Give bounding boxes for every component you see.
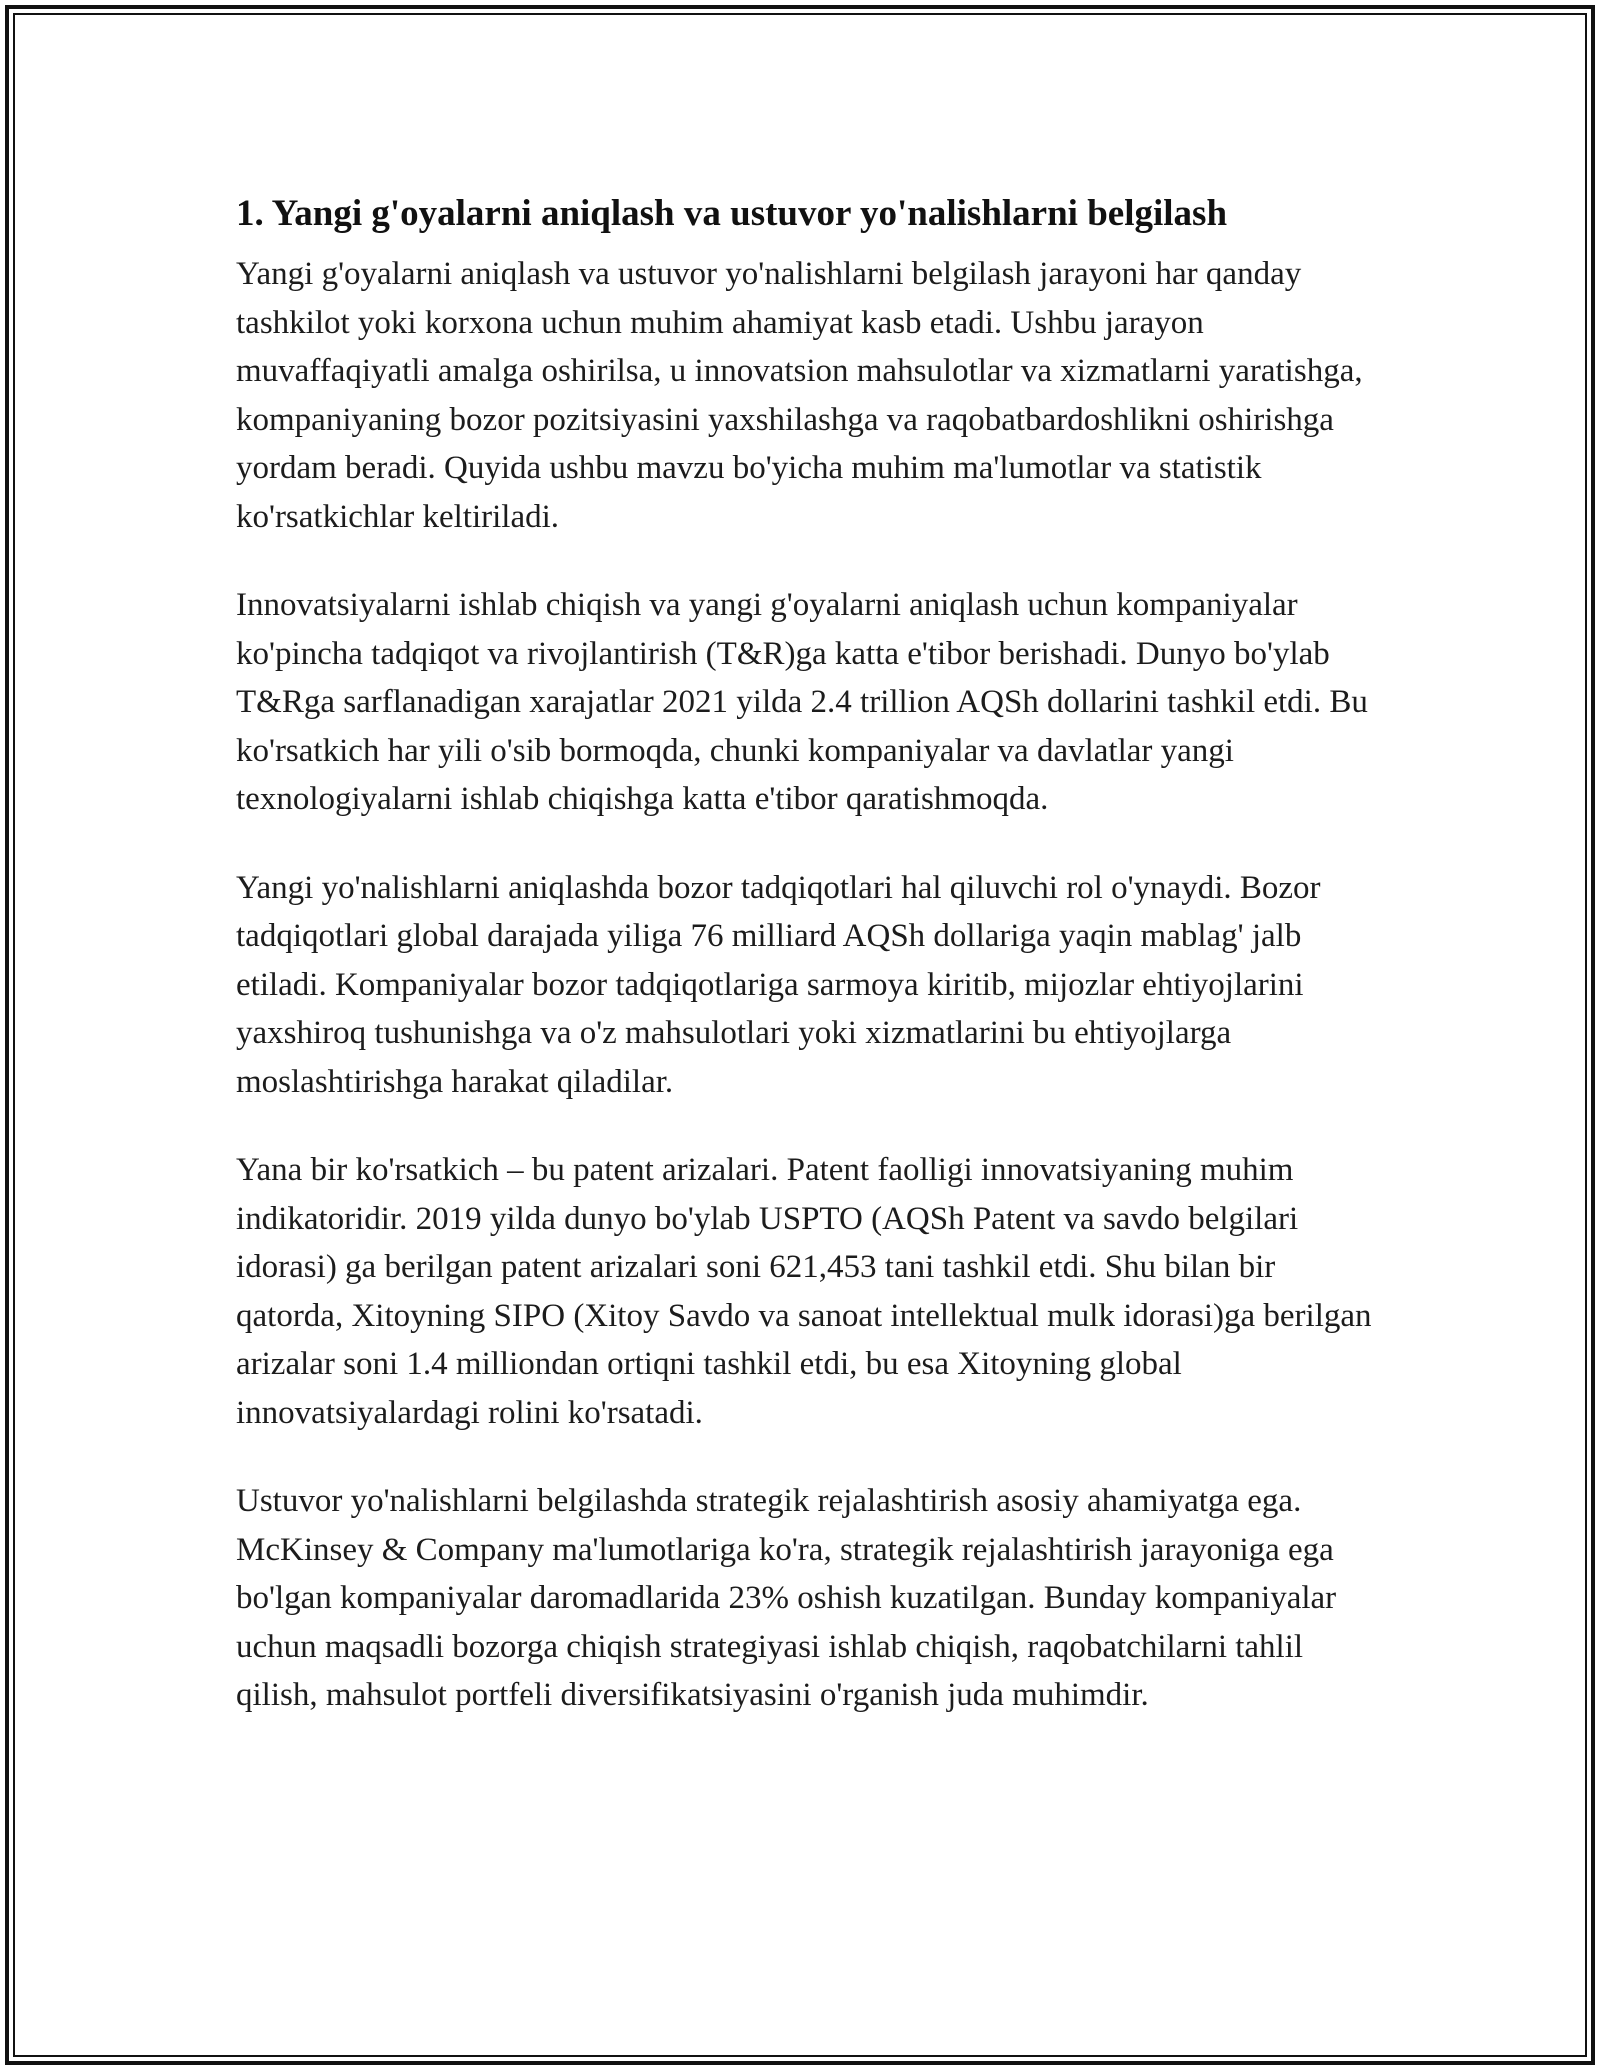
paragraph-research-development: Innovatsiyalarni ishlab chiqish va yangi g'oyalarni aniqlash uchun kompaniyalar ko'pincha tadqiqot va rivojlantirish (T&R)ga katta e'tibor berishadi. Dunyo bo'ylab T&Rga sarflanadigan xarajatlar 2021 yilda 2.4 trillion AQSh dollarini tashkil etdi. Bu ko'rsatkich har yili o'sib bormoqda, chunki kompaniyalar va davlatlar yangi texnologiyalarni ishlab chiqishga katta e'tibor qaratishmoqda.	[236, 587, 1368, 817]
paragraph-strategic-planning: Ustuvor yo'nalishlarni belgilashda strategik rejalashtirish asosiy ahamiyatga ega. McKinsey & Company ma'lumotlariga ko'ra, strategik rejalashtirish jarayoniga ega bo'lgan kompaniyalar daromadlarida 23% oshish kuzatilgan. Bunday kompaniyalar uchun maqsadli bozorga chiqish strategiyasi ishlab chiqish, raqobatchilarni tahlil qilish, mahsulot portfeli diversifikatsiyasini o'rganish juda muhimdir.	[236, 1483, 1337, 1713]
section-heading: 1. Yangi g'oyalarni aniqlash va ustuvor yo'nalishlarni belgilash	[236, 193, 1228, 234]
paragraph-intro: Yangi g'oyalarni aniqlash va ustuvor yo'nalishlarni belgilash jarayoni har qanday tashkilot yoki korxona uchun muhim ahamiyat kasb etadi. Ushbu jarayon muvaffaqiyatli amalga oshirilsa, u innovatsion mahsulotlar va xizmatlarni yaratishga, kompaniyaning bozor pozitsiyasini yaxshilashga va raqobatbardoshlikni oshirishga yordam beradi. Quyida ushbu mavzu bo'yicha muhim ma'lumotlar va statistik ko'rsatkichlar keltiriladi.	[236, 256, 1363, 535]
paragraph-market-research: Yangi yo'nalishlarni aniqlashda bozor tadqiqotlari hal qiluvchi rol o'ynaydi. Bozor tadqiqotlari global darajada yiliga 76 milliard AQSh dollariga yaqin mablag' jalb etiladi. Kompaniyalar bozor tadqiqotlariga sarmoya kiritib, mijozlar ehtiyojlarini yaxshiroq tushunishga va o'z mahsulotlari yoki xizmatlarini bu ehtiyojlarga moslashtirishga harakat qiladilar.	[236, 869, 1321, 1100]
paragraph-patents: Yana bir ko'rsatkich – bu patent arizalari. Patent faolligi innovatsiyaning muhim indikatoridir. 2019 yilda dunyo bo'ylab USPTO (AQSh Patent va savdo belgilari idorasi) ga berilgan patent arizalari soni 621,453 tani tashkil etdi. Shu bilan bir qatorda, Xitoyning SIPO (Xitoy Savdo va sanoat intellektual mulk idorasi)ga berilgan arizalar soni 1.4 milliondan ortiqni tashkil etdi, bu esa Xitoyning global innovatsiyalardagi rolini ko'rsatadi.	[236, 1152, 1372, 1431]
document-body	[236, 186, 1376, 1720]
